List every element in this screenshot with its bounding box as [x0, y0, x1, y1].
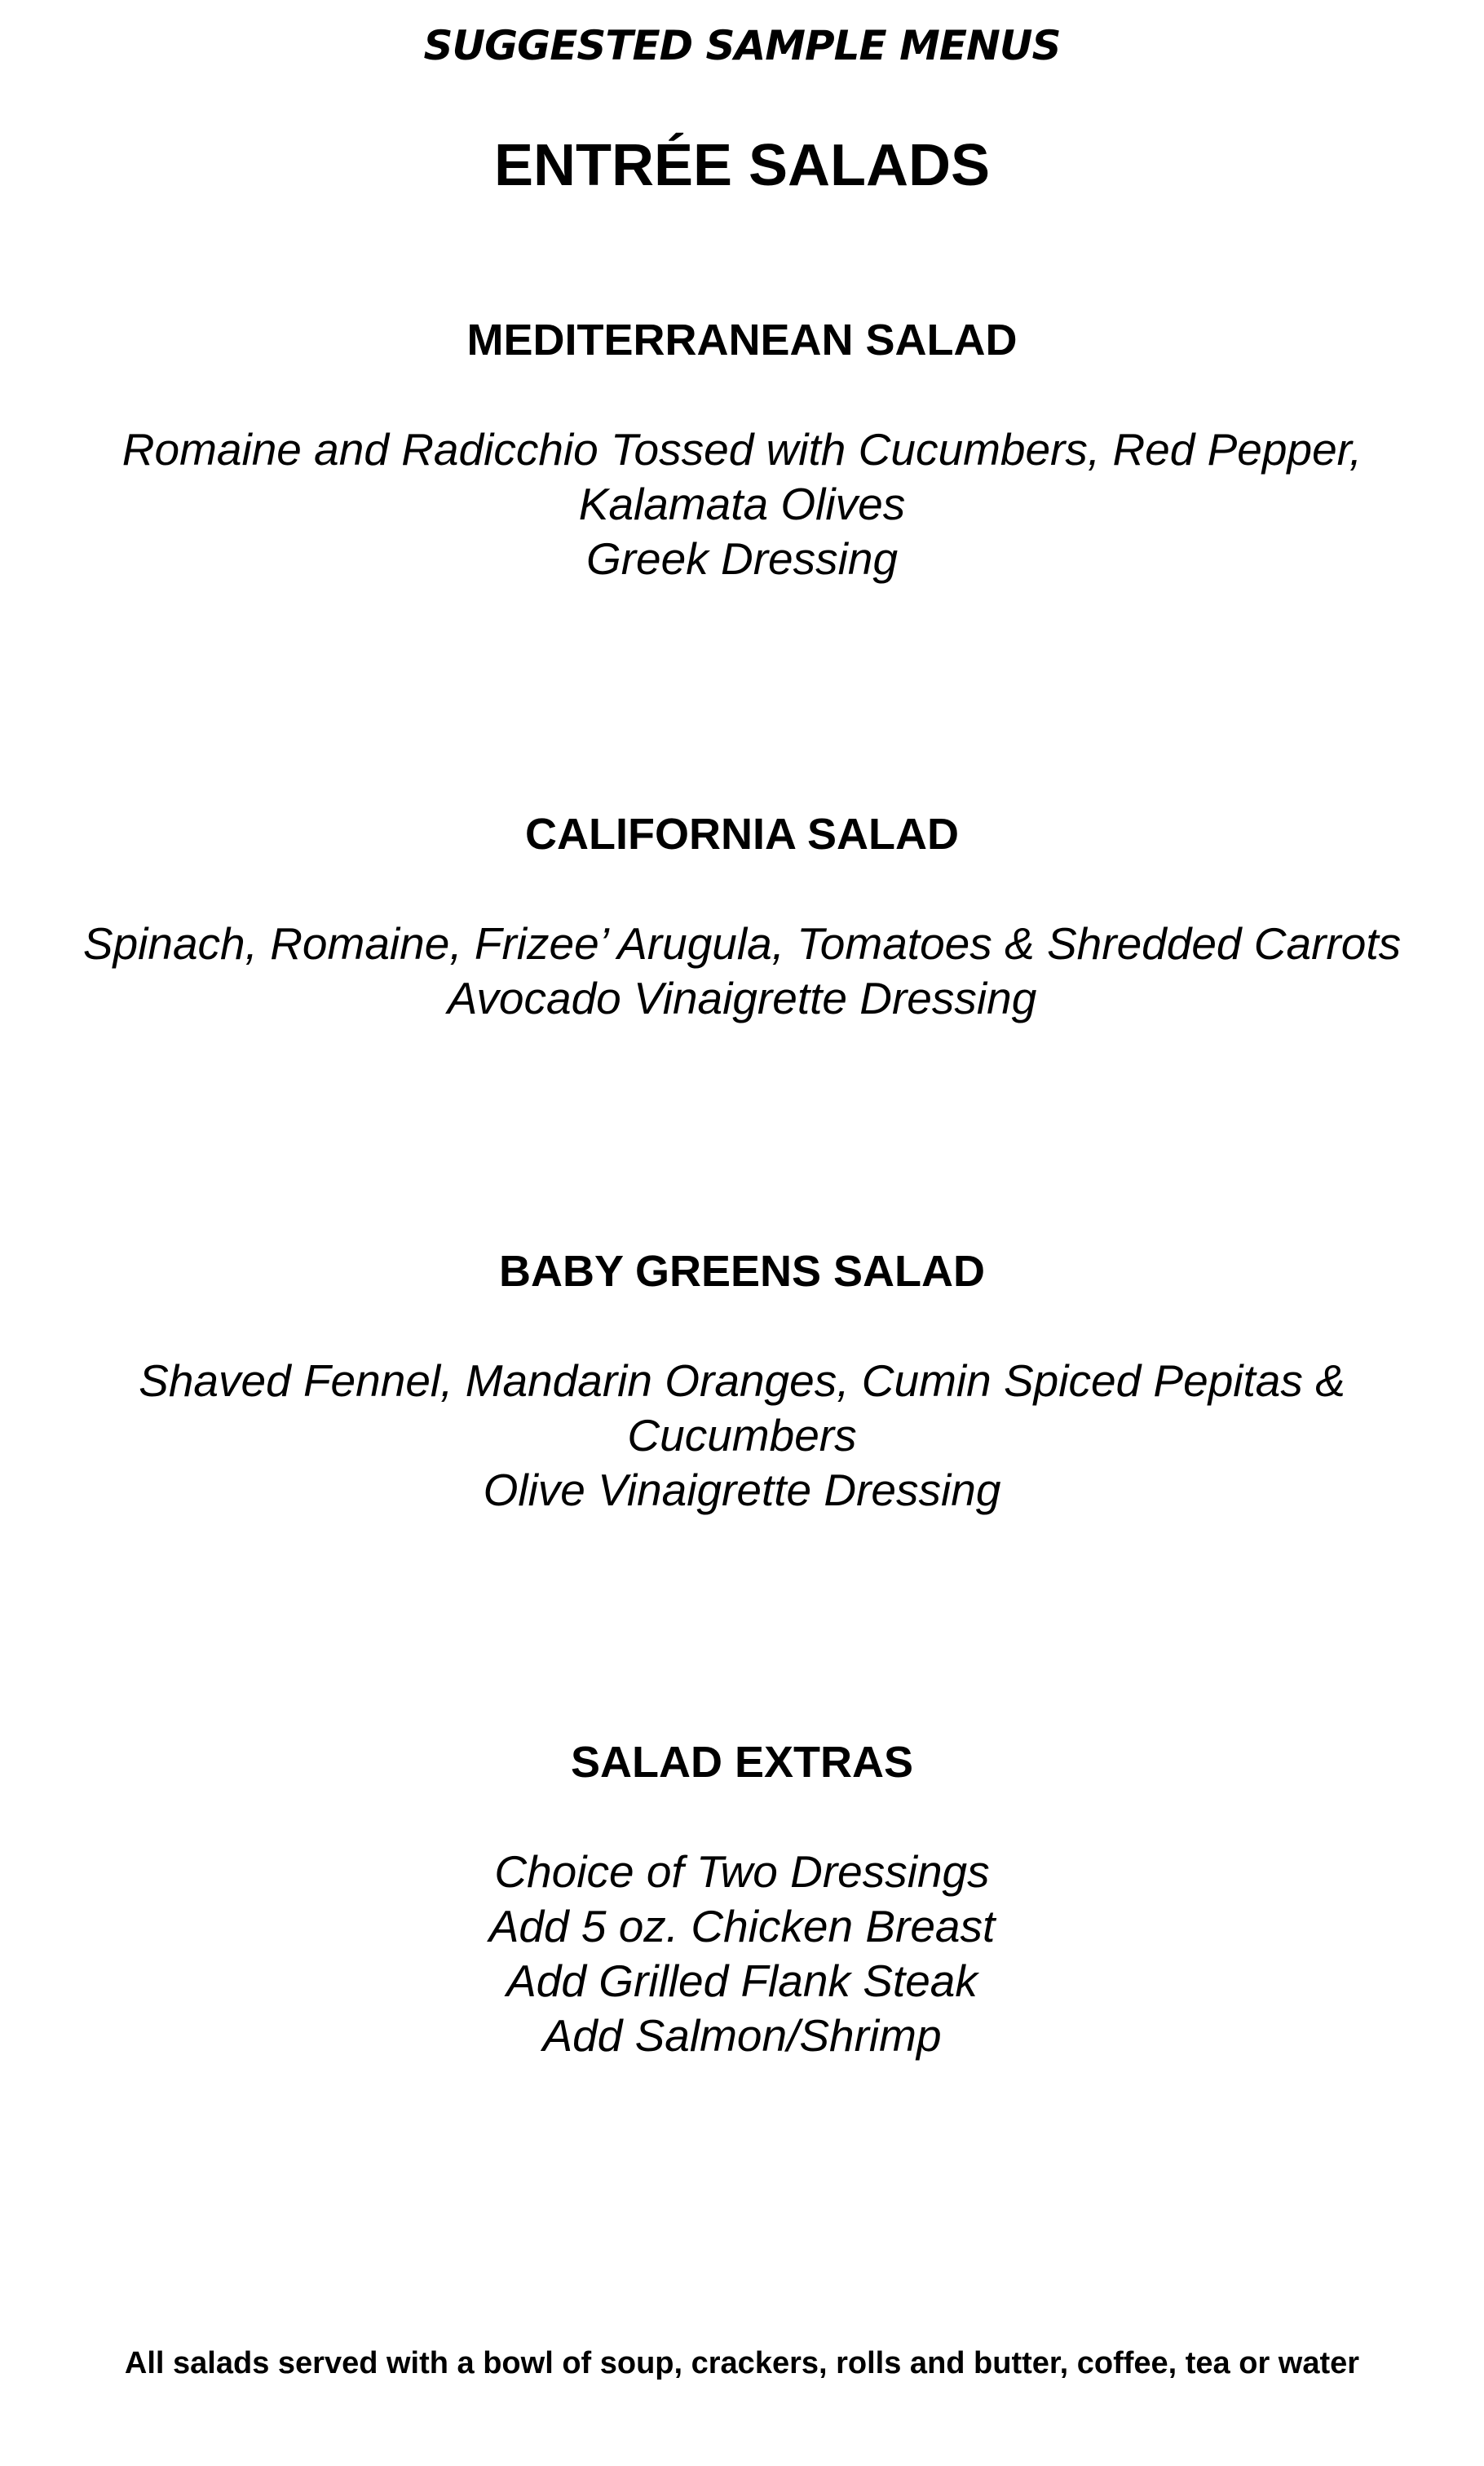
- description-line: Avocado Vinaigrette Dressing: [447, 973, 1037, 1023]
- extra-item: Add Grilled Flank Steak: [506, 1956, 978, 2006]
- menu-section-salad-extras: [0, 1734, 1484, 2063]
- description-line: Greek Dressing: [585, 533, 899, 584]
- description-line: Cucumbers: [627, 1410, 857, 1461]
- description-line: Shaved Fennel, Mandarin Oranges, Cumin Spiced Pepitas &: [139, 1355, 1345, 1406]
- menu-section-california: [0, 806, 1484, 1026]
- section-description: [0, 917, 1484, 1026]
- section-title: SALAD EXTRAS: [570, 1738, 914, 1787]
- section-title: BABY GREENS SALAD: [498, 1247, 986, 1296]
- section-description: [0, 1845, 1484, 2063]
- description-line: Kalamata Olives: [578, 479, 906, 529]
- extra-item: Add Salmon/Shrimp: [542, 2010, 942, 2061]
- description-line: Romaine and Radicchio Tossed with Cucumbers, Red Pepper,: [121, 424, 1363, 475]
- menu-kicker: SUGGESTED SAMPLE MENUS: [423, 22, 1061, 69]
- footer-note: All salads served with a bowl of soup, crackers, rolls and butter, coffee, tea or water: [124, 2346, 1360, 2380]
- menu-section-mediterranean: [0, 312, 1484, 586]
- section-description: [0, 1354, 1484, 1518]
- section-description: [0, 422, 1484, 586]
- section-title: CALIFORNIA SALAD: [525, 810, 959, 859]
- description-line: Spinach, Romaine, Frizee’ Arugula, Tomatoes & Shredded Carrots: [82, 918, 1402, 969]
- section-title: MEDITERRANEAN SALAD: [466, 316, 1018, 365]
- menu-section-baby-greens: [0, 1243, 1484, 1518]
- page-title: ENTRÉE SALADS: [493, 133, 991, 198]
- extra-item: Add 5 oz. Chicken Breast: [488, 1901, 996, 1951]
- description-line: Olive Vinaigrette Dressing: [483, 1465, 1001, 1515]
- extra-item: Choice of Two Dressings: [494, 1846, 990, 1897]
